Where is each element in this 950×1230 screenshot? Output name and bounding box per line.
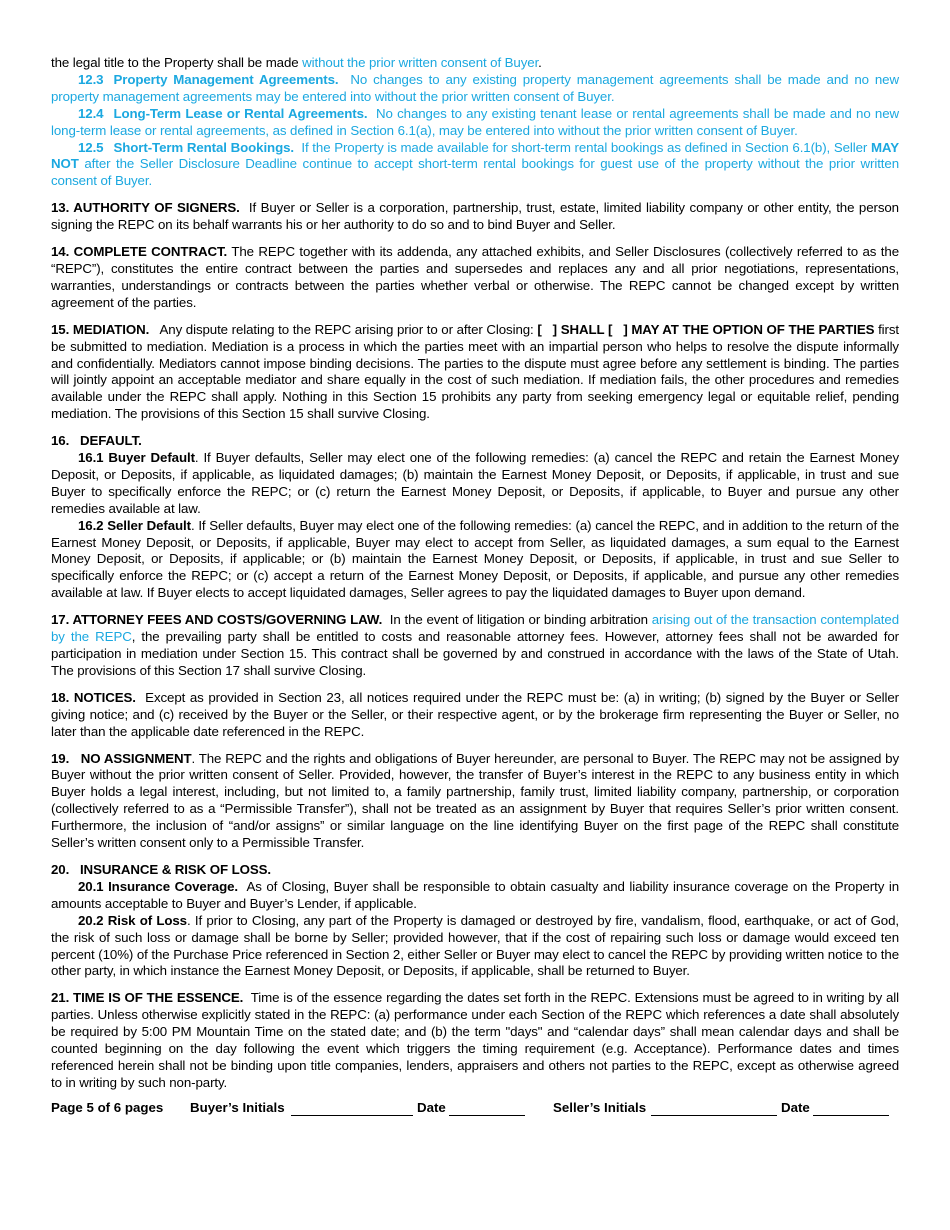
- section-title: 17. ATTORNEY FEES AND COSTS/GOVERNING LAW.: [51, 612, 383, 628]
- section-title: Property Management Agreements.: [113, 71, 339, 87]
- document-body: [51, 55, 899, 1092]
- section-title: 13. AUTHORITY OF SIGNERS.: [51, 200, 240, 216]
- section-15: 15. MEDIATION. Any dispute relating to the REPC arising prior to or after Closing: [ ] SHALL [ ] MAY AT THE OPTION OF THE PARTIES first be submitted to mediation. Mediation is a process in which the parties meet with an impartial person who helps to resolve the dispute informally and confidentially. Mediators cannot impose binding decisions. The parties to the dispute must agree before any settlement is binding. The parties will jointly appoint an acceptable mediator and share equally in the cost of such mediation. If mediation fails, the other procedures and remedies available under the REPC shall apply. Nothing in this Section 15 prohibits any party from seeking emergency legal or equitable relief, pending mediation. The provisions of this Section 15 shall survive Closing.: [51, 321, 900, 422]
- page-number: Page 5 of 6 pages: [51, 1100, 164, 1115]
- section-20-title: 20. INSURANCE & RISK OF LOSS.: [51, 861, 272, 877]
- seller-date-field[interactable]: [813, 1115, 889, 1116]
- section-title: 18. NOTICES.: [51, 689, 136, 705]
- buyer-date-label: Date: [417, 1100, 446, 1115]
- section-title: 14. COMPLETE CONTRACT.: [51, 244, 228, 260]
- buyer-initials-label: Buyer’s Initials: [190, 1100, 285, 1115]
- section-number: 12.5: [78, 139, 104, 155]
- section-16-2: 16.2 Seller Default. If Seller defaults, Buyer may elect one of the following remedies: (a) cancel the REPC, and in addition to the return of the Earnest Money Deposit, or Deposits, if applicable, Buyer may elect to accept from Seller, as liquidated damages, a sum equal to the Earnest Money Deposit, or Deposits, if applicable; or (b) maintain the Earnest Money Deposit, or Deposits, if applicable, in trust and sue Seller to specifically enforce the REPC; or (c) accept a return of the Earnest Money Deposit, or Deposits, if applicable, and pursue any other remedies available at law. If Buyer elects to accept liquidated damages, Seller agrees to pay the liquidated damages to Buyer upon demand.: [51, 517, 900, 601]
- mediation-options: [ ] SHALL [ ] MAY AT THE OPTION OF THE PARTIES: [537, 321, 875, 337]
- page-footer: [51, 1100, 899, 1118]
- section-20-1: 20.1 Insurance Coverage. As of Closing, Buyer shall be responsible to obtain casualty and liability insurance coverage on the Property in amounts acceptable to Buyer and Buyer’s Lender, if applicable.: [51, 878, 899, 911]
- section-title: 20.2 Risk of Loss: [78, 912, 187, 928]
- section-title: 15. MEDIATION.: [51, 321, 150, 337]
- section-20-2: 20.2 Risk of Loss. If prior to Closing, any part of the Property is damaged or destroyed by fire, vandalism, flood, earthquake, or act of God, the risk of such loss or damage shall be borne by Seller; provided however, that if the cost of repairing such loss or damage would exceed ten percent (10%) of the Purchase Price referenced in Section 2, either Seller or Buyer may elect to cancel the REPC by providing written notice to the other party, in which instance the Earnest Money Deposit, or Deposits, if applicable, shall be returned to Buyer.: [51, 912, 899, 979]
- section-16-title: 16. DEFAULT.: [51, 433, 142, 449]
- section-17: 17. ATTORNEY FEES AND COSTS/GOVERNING LAW. In the event of litigation or binding arbitration arising out of the transaction contemplated by the REPC, the prevailing party shall be entitled to costs and reasonable attorney fees. However, attorney fees shall not be awarded for participation in mediation under Section 15. This contract shall be governed by and construed in accordance with the laws of the State of Utah. The provisions of this Section 17 shall survive Closing.: [51, 612, 899, 678]
- buyer-initials-field[interactable]: [291, 1115, 413, 1116]
- section-12-3: 12.3 Property Management Agreements. No changes to any existing property management agreements shall be made and no new property management agreements may be entered into without the prior written consent of Buyer.: [51, 71, 899, 104]
- section-title: 19. NO ASSIGNMENT: [51, 750, 192, 766]
- section-13: 13. AUTHORITY OF SIGNERS. If Buyer or Seller is a corporation, partnership, trust, estate, limited liability company or other entity, the person signing the REPC on its behalf warrants his or her authority to do so and to bind Buyer and Seller.: [51, 200, 899, 233]
- section-title: 21. TIME IS OF THE ESSENCE.: [51, 990, 244, 1006]
- section-title: 16.2 Seller Default: [78, 517, 191, 533]
- section-number: 12.3: [78, 71, 104, 87]
- section-21: 21. TIME IS OF THE ESSENCE. Time is of the essence regarding the dates set forth in the REPC. Extensions must be agreed to in writing by all parties. Unless otherwise explicitly stated in the REPC: (a) performance under each Section of the REPC which references a date shall absolutely be required by 5:00 PM Mountain Time on the stated date; and (b) the term "days" and “calendar days” shall mean calendar days and shall be counted beginning on the day following the event which triggers the timing requirement (e.g. Acceptance). Performance dates and times referenced herein shall not be binding upon title companies, lenders, appraisers and others not parties to the REPC, except as otherwise agreed to in writing by such non-party.: [51, 990, 899, 1090]
- seller-date-label: Date: [781, 1100, 810, 1115]
- section-title: Long-Term Lease or Rental Agreements.: [113, 105, 368, 121]
- buyer-date-field[interactable]: [449, 1115, 525, 1116]
- paragraph-continued: the legal title to the Property shall be made without the prior written consent of Buyer.: [51, 55, 542, 70]
- section-title: 20.1 Insurance Coverage.: [78, 878, 238, 894]
- section-16-1: 16.1 Buyer Default. If Buyer defaults, Seller may elect one of the following remedies: (a) cancel the REPC and retain the Earnest Money Deposit, or Deposits, if applicable, as liquidated damages; (b) maintain the Earnest Money Deposit, or Deposits, if applicable, in trust and sue Buyer to specifically enforce the REPC; or (c) return the Earnest Money Deposit, or Deposits, if applicable, to Buyer and pursue any other remedies available at law.: [51, 450, 899, 516]
- section-number: 12.4: [78, 105, 104, 121]
- section-title: 16.1 Buyer Default: [78, 450, 195, 466]
- section-14: 14. COMPLETE CONTRACT. The REPC together with its addenda, any attached exhibits, and Seller Disclosures (collectively referred to as the “REPC”), constitutes the entire contract between the parties and supersedes and replaces any and all prior negotiations, representations, warranties, understandings or contracts between the parties whether verbal or otherwise. The REPC cannot be changed except by written agreement of the parties.: [51, 244, 899, 310]
- section-12-5: 12.5 Short-Term Rental Bookings. If the Property is made available for short-term rental bookings as defined in Section 6.1(b), Seller MAY NOT after the Seller Disclosure Deadline continue to accept short-term rental bookings for guest use of the property without the prior written consent of Buyer.: [51, 139, 899, 189]
- section-12-4: 12.4 Long-Term Lease or Rental Agreements. No changes to any existing tenant lease or rental agreements shall be made and no new long-term lease or rental agreements, as defined in Section 6.1(a), may be entered into without the prior written consent of Buyer.: [51, 105, 900, 138]
- seller-initials-label: Seller’s Initials: [553, 1100, 647, 1115]
- section-title: Short-Term Rental Bookings.: [113, 139, 294, 155]
- section-18: 18. NOTICES. Except as provided in Section 23, all notices required under the REPC must be: (a) in writing; (b) signed by the Buyer or Seller giving notice; and (c) received by the Buyer or the Seller, or their respective agent, or by the brokerage firm representing the Buyer or Seller, no later than the applicable date referenced in the REPC.: [51, 689, 899, 739]
- seller-initials-field[interactable]: [651, 1115, 777, 1116]
- section-19: 19. NO ASSIGNMENT. The REPC and the rights and obligations of Buyer hereunder, are personal to Buyer. The REPC may not be assigned by Buyer without the prior written consent of Seller. Provided, however, the transfer of Buyer’s interest in the REPC to any business entity in which Buyer holds a legal interest, including, but not limited to, a family partnership, family trust, limited liability company, partnership, or corporation (collectively referred to as a “Permissible Transfer”), shall not be treated as an assignment by Buyer that requires Seller’s prior written consent. Furthermore, the inclusion of “and/or assigns” or similar language on the line identifying Buyer on the first page of the REPC shall constitute Seller’s written consent only to a Permissible Transfer.: [51, 750, 900, 851]
